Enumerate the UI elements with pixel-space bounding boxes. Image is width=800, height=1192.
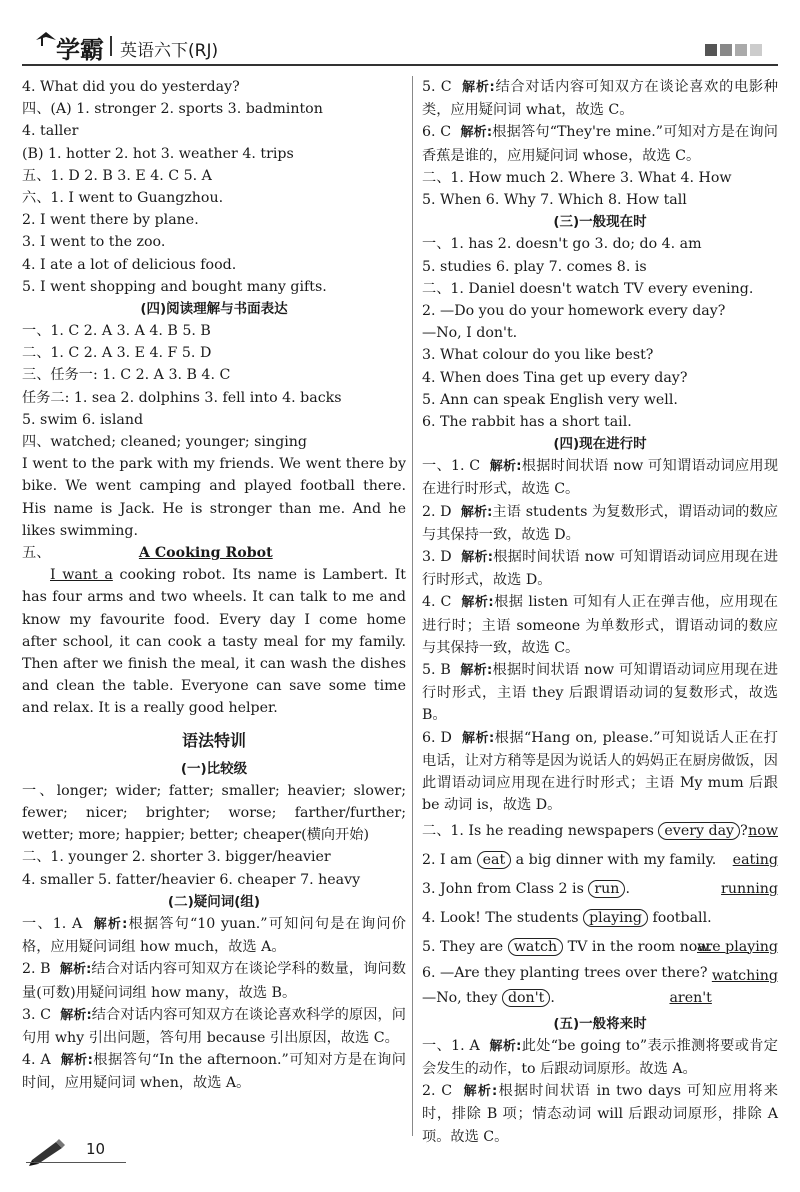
analysis-text: 根据答句“In the afternoon.”可知对方是在询问时间，应用疑问词 when，故选 A。 — [22, 1052, 406, 1092]
deco-square — [720, 44, 732, 56]
section-heading: (五)一般将来时 — [553, 1015, 647, 1032]
essay-body — [22, 564, 406, 719]
sentence-text: 4. Look! The students — [422, 909, 584, 926]
page-footer — [26, 1136, 386, 1176]
analysis-label: 解析: — [489, 459, 522, 475]
answer-key: 4. C — [422, 594, 452, 611]
circled-word: playing — [583, 909, 648, 927]
answer-line: 3. I went to the zoo. — [22, 234, 166, 251]
logo-text: 学霸 — [56, 36, 104, 64]
answer-line: 2. —Do you do your homework every day? — [422, 302, 726, 319]
answer-key: 一、1. A — [422, 1037, 480, 1054]
explained-answer — [422, 591, 778, 659]
deco-square — [750, 44, 762, 56]
error-correction-line — [422, 875, 778, 904]
sentence-text: . — [550, 989, 555, 1006]
analysis-text: 根据 listen 可知有人正在弹吉他，应用现在进行时；主语 someone 为单数形式，谓语动词的数应与其保持一致，故选 C。 — [422, 594, 778, 656]
answer-line: 二、1. C 2. A 3. E 4. F 5. D — [22, 345, 212, 362]
sentence-text: —No, they — [422, 989, 502, 1006]
circled-word: eat — [477, 851, 512, 869]
analysis-label: 解析: — [462, 80, 495, 95]
analysis-text: 根据时间状语 in two days 可知应用将来时，排除 B 项；情态动词 will 后跟动词原形，排除 A 项。故选 C。 — [422, 1083, 778, 1145]
explained-answer — [422, 546, 778, 591]
answer-line: 任务二: 1. sea 2. dolphins 3. fell into 4. backs — [22, 389, 342, 406]
left-column — [22, 76, 406, 1095]
explained-answer — [422, 501, 778, 546]
section-heading: (四)现在进行时 — [553, 436, 647, 453]
explained-answer — [22, 1004, 406, 1049]
correction-answer: running — [721, 880, 778, 897]
analysis-text: 根据时间状语 now 可知谓语动词应用现在进行时形式，故选 C。 — [422, 458, 779, 498]
answer-line: 五、1. D 2. B 3. E 4. C 5. A — [22, 167, 212, 184]
answer-key: 一、1. C — [422, 458, 481, 475]
analysis-label: 解析: — [60, 1007, 92, 1023]
essay-title: A Cooking Robot — [138, 545, 273, 561]
explained-answer — [422, 455, 778, 500]
circled-word: don't — [502, 989, 550, 1007]
explained-answer — [422, 727, 778, 817]
page-header — [22, 26, 778, 70]
analysis-text: 根据时间状语 now 可知谓语动词应用现在进行时形式，故选 D。 — [422, 549, 778, 589]
answer-line: 三、任务一: 1. C 2. A 3. B 4. C — [22, 367, 231, 384]
deco-square — [705, 44, 717, 56]
answer-key: 2. C — [422, 1083, 453, 1100]
section-heading: (二)疑问词(组) — [167, 893, 261, 910]
explained-answer — [22, 1049, 406, 1094]
sentence-text: . — [625, 880, 630, 897]
deco-square — [735, 44, 747, 56]
analysis-label: 解析: — [461, 550, 493, 566]
answer-line: 4. I ate a lot of delicious food. — [22, 256, 237, 273]
answer-key: 2. D — [422, 503, 452, 520]
analysis-label: 解析: — [461, 595, 494, 611]
explained-answer — [422, 1080, 778, 1148]
sentence-text: ? — [740, 822, 748, 839]
answer-line: 5. I went shopping and bought many gifts. — [22, 278, 327, 295]
explained-answer — [22, 958, 406, 1003]
answer-line: 5. Ann can speak English very well. — [422, 391, 678, 408]
column-divider — [412, 76, 413, 1136]
answer-line: 二、1. Daniel doesn't watch TV every evening. — [422, 280, 754, 297]
analysis-label: 解析: — [59, 962, 92, 978]
answer-key: 6. C — [422, 124, 452, 141]
correction-answer: are playing — [697, 938, 778, 955]
sentence-text: football. — [647, 909, 712, 926]
grammar-title: 语法特训 — [181, 730, 246, 750]
analysis-text: 根据答句“They're mine.”可知对方是在询问香蕉是谁的，应用疑问词 whose，故选 C。 — [422, 124, 778, 164]
answer-line: 5. studies 6. play 7. comes 8. is — [422, 258, 647, 275]
answer-key: 一、1. A — [22, 915, 83, 932]
analysis-label: 解析: — [60, 1053, 93, 1069]
analysis-text: 根据“Hang on, please.”可知说话人正在打电话，让对方稍等是因为说话人的妈妈正在厨房做饭，因此谓语动词应用现在进行时形式；主语 My mum 后跟 be 动词 is，故选 D。 — [422, 729, 778, 814]
book-title: 英语六下(RJ) — [120, 41, 219, 61]
analysis-text: 结合对话内容可知双方在谈论喜欢科学的原因，问句用 why 引出问题，答句用 because 引出原因，故选 C。 — [22, 1006, 406, 1046]
answer-line: 4. smaller 5. fatter/heavier 6. cheaper 7. heavy — [22, 871, 361, 888]
section-heading: (一)比较级 — [180, 760, 248, 777]
analysis-text: 根据时间状语 now 可知谓语动词应用现在进行时形式，主语 they 后跟谓语动词的复数形式，故选 B。 — [422, 662, 778, 724]
answer-line: 四、(A) 1. stronger 2. sports 3. badminton — [22, 101, 323, 118]
circled-word: run — [588, 880, 625, 898]
error-correction-line — [422, 846, 778, 875]
answer-line: 4. What did you do yesterday? — [22, 79, 240, 95]
explained-answer — [422, 76, 778, 121]
answer-key: 3. C — [22, 1006, 52, 1023]
analysis-label: 解析: — [460, 663, 493, 679]
answer-line: 二、1. How much 2. Where 3. What 4. How — [422, 169, 732, 186]
analysis-label: 解析: — [460, 504, 493, 520]
analysis-label: 解析: — [489, 1038, 522, 1054]
correction-answer: now — [748, 822, 778, 839]
writing-paragraph: I went to the park with my friends. We went there by bike. We went camping and played football there. His name is Jack. He is stronger than me. And he likes swimming. — [22, 456, 406, 539]
answer-key: 3. D — [422, 549, 452, 566]
sentence-text: 2. I am — [422, 851, 477, 868]
answer-line: 5. swim 6. island — [22, 411, 144, 428]
circled-word: every day — [658, 822, 740, 840]
footer-rule — [26, 1162, 126, 1163]
answer-line: 6. The rabbit has a short tail. — [422, 413, 632, 430]
answer-line: 3. What colour do you like best? — [422, 347, 654, 364]
correction-answer: aren't — [669, 989, 712, 1006]
explained-answer — [422, 659, 778, 727]
explained-answer — [422, 1035, 778, 1080]
right-column — [422, 76, 778, 1148]
sentence-text: a big dinner with my family. — [511, 851, 717, 868]
essay-number: 五、 — [22, 545, 51, 561]
section-heading: (四)阅读理解与书面表达 — [140, 300, 288, 317]
section-heading: (三)一般现在时 — [553, 214, 647, 231]
sentence-text: 5. They are — [422, 938, 508, 955]
answer-para: 一、longer; wider; fatter; smaller; heavier; slower; fewer; nicer; brighter; worse; farther/further; wetter; more; happier; better; cheaper(横向开始) — [22, 782, 406, 844]
sentence-text: 3. John from Class 2 is — [422, 880, 589, 897]
analysis-text: 结合对话内容可知双方在谈论学科的数量，询问数量(可数)用疑问词组 how many，故选 B。 — [22, 961, 406, 1001]
analysis-text: 此处“be going to”表示推测将要或肯定会发生的动作，to 后跟动词原形。故选 A。 — [422, 1037, 778, 1078]
answer-line: 5. When 6. Why 7. Which 8. How tall — [422, 192, 687, 208]
sentence-text: 二、1. Is he reading newspapers — [422, 822, 659, 839]
analysis-label: 解析: — [463, 1084, 498, 1100]
header-rule — [22, 64, 778, 66]
answer-line: 4. When does Tina get up every day? — [422, 369, 688, 386]
answer-line: 6. —Are they planting trees over there? — [422, 964, 708, 981]
essay-heading-line — [22, 542, 406, 564]
analysis-text: 结合对话内容可知双方在谈论喜欢的电影种类，应用疑问词 what，故选 C。 — [422, 79, 778, 119]
correction-answer: eating — [732, 851, 778, 868]
error-correction-line — [422, 817, 778, 846]
answer-line: 二、1. younger 2. shorter 3. bigger/heavier — [22, 849, 331, 866]
answer-line: 六、1. I went to Guangzhou. — [22, 189, 224, 206]
answer-line: (B) 1. hotter 2. hot 3. weather 4. trips — [22, 145, 294, 162]
answer-line: 4. taller — [22, 123, 79, 140]
essay-underlined: I want a — [50, 567, 113, 584]
answer-key: 5. C — [422, 79, 452, 95]
analysis-label: 解析: — [93, 916, 128, 932]
analysis-text: 根据答句“10 yuan.”可知问句是在询问价格，应用疑问词组 how much，故选 A。 — [22, 915, 406, 956]
explained-answer — [422, 121, 778, 166]
header-separator — [110, 36, 112, 56]
analysis-text: 主语 students 为复数形式，谓语动词的数应与其保持一致，故选 D。 — [422, 503, 778, 543]
answer-line: 一、1. has 2. doesn't go 3. do; do 4. am — [422, 236, 702, 253]
sentence-text: TV in the room now. — [563, 938, 713, 955]
answer-key: 6. D — [422, 729, 452, 746]
answer-key: 2. B — [22, 961, 51, 978]
answer-line: —No, I don't. — [422, 325, 518, 342]
answer-line: 四、watched; cleaned; younger; singing — [22, 434, 307, 450]
analysis-label: 解析: — [460, 125, 493, 141]
essay-text: cooking robot. Its name is Lambert. It has four arms and two wheels. It can talk to me and know my favourite food. Every day I come home after school, it can cook a tasty meal for my family. Then after we finish the meal, it can wash the dishes and clean the table. Everyone can save some time and relax. It is a really good helper. — [22, 567, 406, 717]
circled-word: watch — [508, 938, 563, 956]
analysis-label: 解析: — [461, 730, 495, 746]
header-decoration — [705, 44, 762, 56]
explained-answer — [22, 913, 406, 958]
answer-key: 5. B — [422, 662, 451, 679]
correction-answer: watching — [711, 967, 778, 984]
answer-line: 2. I went there by plane. — [22, 212, 199, 229]
answer-key: 4. A — [22, 1052, 51, 1069]
page-number: 10 — [86, 1140, 106, 1158]
answer-line: 一、1. C 2. A 3. A 4. B 5. B — [22, 323, 211, 340]
